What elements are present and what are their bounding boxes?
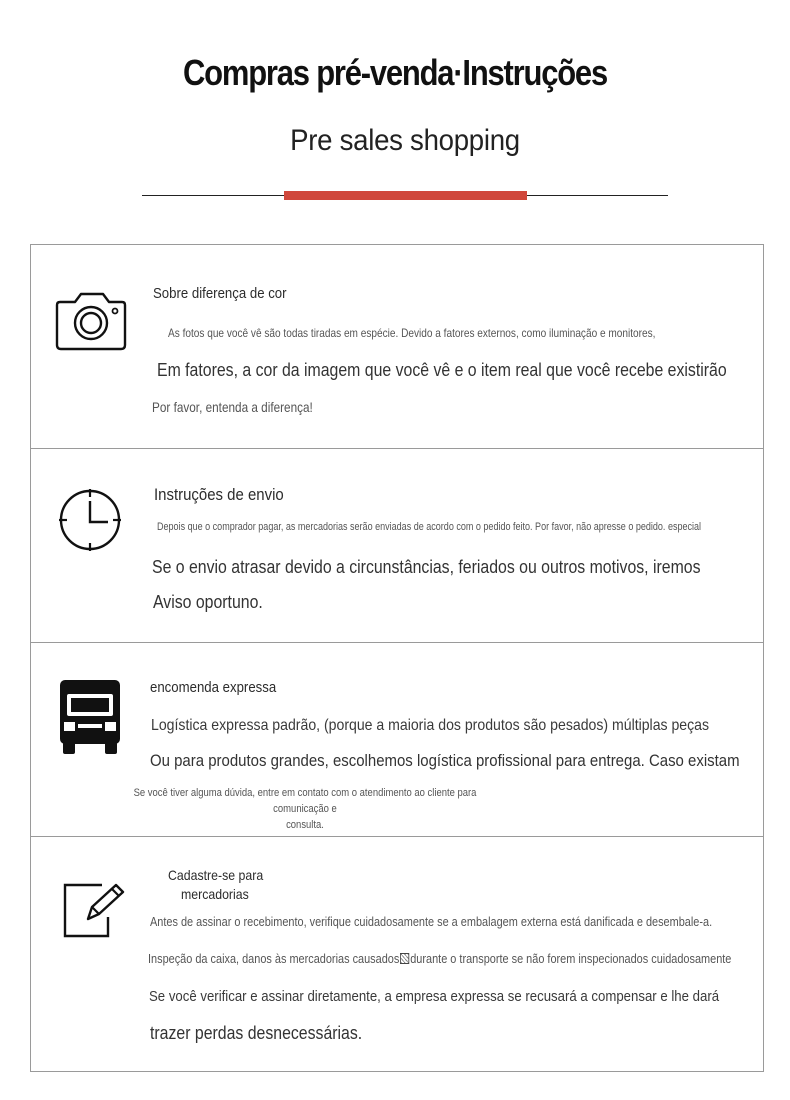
section-text: trazer perdas desnecessárias. — [150, 1023, 363, 1043]
section-text: Se o envio atrasar devido a circunstâncias, feriados ou outros motivos, iremos — [152, 557, 701, 577]
section-heading: encomenda expressa — [150, 679, 277, 696]
section-text: Aviso oportuno. — [153, 592, 263, 612]
camera-icon — [53, 291, 129, 353]
section-shipping — [30, 448, 764, 643]
section-text-part: Inspeção da caixa, danos às mercadorias causados — [148, 951, 400, 966]
contact-note — [129, 785, 482, 833]
section-text: Se você verificar e assinar diretamente, a empresa expressa se recusará a compensar e lhe dará — [149, 988, 720, 1005]
section-text: As fotos que você vê são todas tiradas em espécie. Devido a fatores externos, como iluminação e monitores, — [168, 326, 656, 340]
accent-bar — [284, 191, 527, 200]
truck-icon — [58, 678, 122, 756]
sign-document-icon — [62, 881, 126, 939]
section-text — [148, 951, 731, 966]
image-placeholder-icon — [400, 953, 409, 964]
section-sign-for-goods — [30, 836, 764, 1072]
section-text: Por favor, entenda a diferença! — [152, 399, 313, 415]
section-text: Antes de assinar o recebimento, verifique cuidadosamente se a embalagem externa está danificada e desembale-a. — [150, 914, 713, 929]
section-color-difference — [30, 244, 764, 449]
section-text: Em fatores, a cor da imagem que você vê e o item real que você recebe existirão — [157, 360, 727, 380]
contact-note-line: consulta. — [286, 819, 324, 831]
contact-note-line: Se você tiver alguma dúvida, entre em contato com o atendimento ao cliente para comunicação e — [133, 787, 477, 815]
clock-icon — [57, 487, 123, 553]
page-subtitle: Pre sales shopping — [290, 124, 520, 157]
section-heading: Cadastre-se para — [168, 867, 264, 883]
section-text: Logística expressa padrão, (porque a maioria dos produtos são pesados) múltiplas peças — [151, 717, 710, 734]
section-text-part: durante o transporte se não forem inspecionados cuidadosamente — [410, 951, 732, 966]
section-heading: Sobre diferença de cor — [153, 285, 287, 302]
section-text: Depois que o comprador pagar, as mercadorias serão enviadas de acordo com o pedido feito. Por favor, não apresse o pedido. especial — [157, 521, 702, 533]
section-heading: Instruções de envio — [154, 485, 284, 504]
page-title: Compras pré-venda·Instruções — [183, 52, 607, 93]
section-heading: mercadorias — [181, 886, 249, 902]
section-text: Ou para produtos grandes, escolhemos logística profissional para entrega. Caso existam — [150, 751, 740, 770]
